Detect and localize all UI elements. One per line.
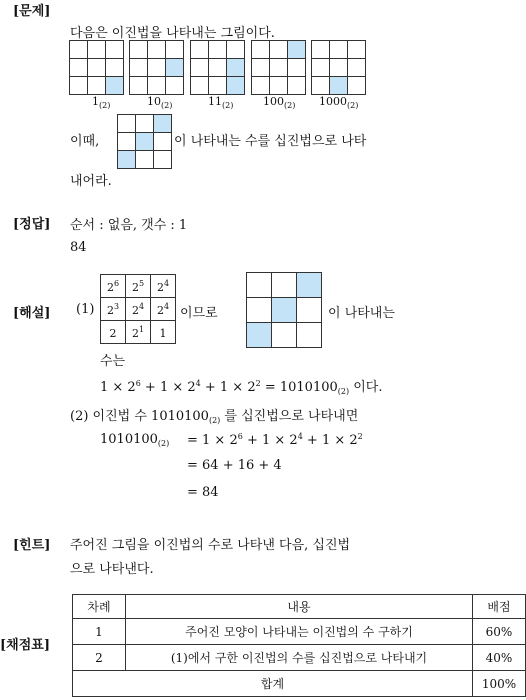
- answer-grid: [246, 272, 322, 348]
- equation-1: $1 \times 2^6 + 1 \times 2^4 + 1 \times 2^2 = 1010100_{(2)}$ 이다.: [100, 379, 383, 396]
- pv-cell: $2^4$: [151, 298, 176, 321]
- pv-cell: 2: [101, 321, 126, 344]
- example-grid-1: [69, 40, 124, 95]
- problem-intro: 다음은 이진법을 나타내는 그림이다.: [70, 26, 275, 41]
- rubric-row: [73, 619, 526, 645]
- question-prefix: 이때,: [70, 134, 100, 149]
- rubric-table: [72, 594, 526, 697]
- rubric-cell: 40%: [473, 645, 526, 671]
- pv-cell: $2^1$: [126, 321, 151, 344]
- example-caption-3: $11_{(2)}$: [208, 95, 234, 110]
- section-hint: [힌트]: [13, 538, 51, 553]
- example-grid-4: [251, 40, 306, 95]
- answer-value: 84: [70, 240, 87, 255]
- rubric-total-value: 100%: [473, 671, 526, 697]
- rubric-total-label: 합계: [73, 671, 473, 697]
- pv-cell: $2^3$: [101, 298, 126, 321]
- rubric-header-order: 차례: [73, 595, 126, 619]
- rubric-cell: 60%: [473, 619, 526, 645]
- pv-cell: $2^4$: [126, 298, 151, 321]
- equation-2-row-1: = $1 \times 2^6 + 1 \times 2^4 + 1 \times 2^2$: [187, 432, 363, 448]
- rubric-header-score: 배점: [473, 595, 526, 619]
- example-grid-2: [129, 40, 184, 95]
- equation-2-lhs: $1010100_{(2)}$: [100, 432, 170, 448]
- section-explanation: [해설]: [13, 306, 51, 321]
- rubric-total-row: [73, 671, 526, 697]
- number-is-text: 수는: [100, 354, 126, 369]
- pv-cell: 1: [151, 321, 176, 344]
- rubric-header-row: [73, 595, 526, 619]
- section-answer: [정답]: [13, 217, 51, 232]
- question-text: 이 나타내는 수를 십진법으로 나타: [174, 134, 367, 149]
- equation-2-row-3: = 84: [187, 485, 219, 500]
- question-grid: [117, 114, 172, 169]
- example-caption-1: $1_{(2)}$: [92, 95, 111, 110]
- step1-label: (1): [76, 302, 95, 317]
- step2-text: (2) 이진법 수 $1010100_{(2)}$ 를 십진법으로 나타내면: [70, 409, 359, 425]
- pv-cell: $2^6$: [101, 275, 126, 298]
- question-end: 내어라.: [70, 174, 112, 189]
- rubric-cell: 주어진 모양이 나타내는 이진법의 수 구하기: [126, 619, 473, 645]
- rubric-header-content: 내용: [126, 595, 473, 619]
- rubric-cell: 2: [73, 645, 126, 671]
- rubric-cell: (1)에서 구한 이진법의 수를 십진법으로 나타내기: [126, 645, 473, 671]
- pv-cell: $2^5$: [126, 275, 151, 298]
- answer-line: 순서 : 없음, 갯수 : 1: [70, 218, 188, 233]
- example-grid-3: [190, 40, 245, 95]
- example-caption-5: $1000_{(2)}$: [319, 95, 359, 110]
- place-value-table: [100, 274, 176, 344]
- represent-text: 이 나타내는: [328, 306, 395, 321]
- rubric-cell: 1: [73, 619, 126, 645]
- example-caption-4: $100_{(2)}$: [263, 95, 296, 110]
- pv-cell: $2^4$: [151, 275, 176, 298]
- section-rubric: [채점표]: [0, 638, 50, 653]
- example-grid-5: [311, 40, 366, 95]
- hint-line-2: 으로 나타낸다.: [70, 562, 154, 577]
- section-problem: [문제]: [13, 4, 51, 19]
- hint-line-1: 주어진 그림을 이진법의 수로 나타낸 다음, 십진법: [70, 538, 351, 553]
- rubric-row: [73, 645, 526, 671]
- equation-2-row-2: = 64 + 16 + 4: [187, 458, 282, 473]
- example-caption-2: $10_{(2)}$: [147, 95, 173, 110]
- therefore-text: 이므로: [180, 306, 218, 321]
